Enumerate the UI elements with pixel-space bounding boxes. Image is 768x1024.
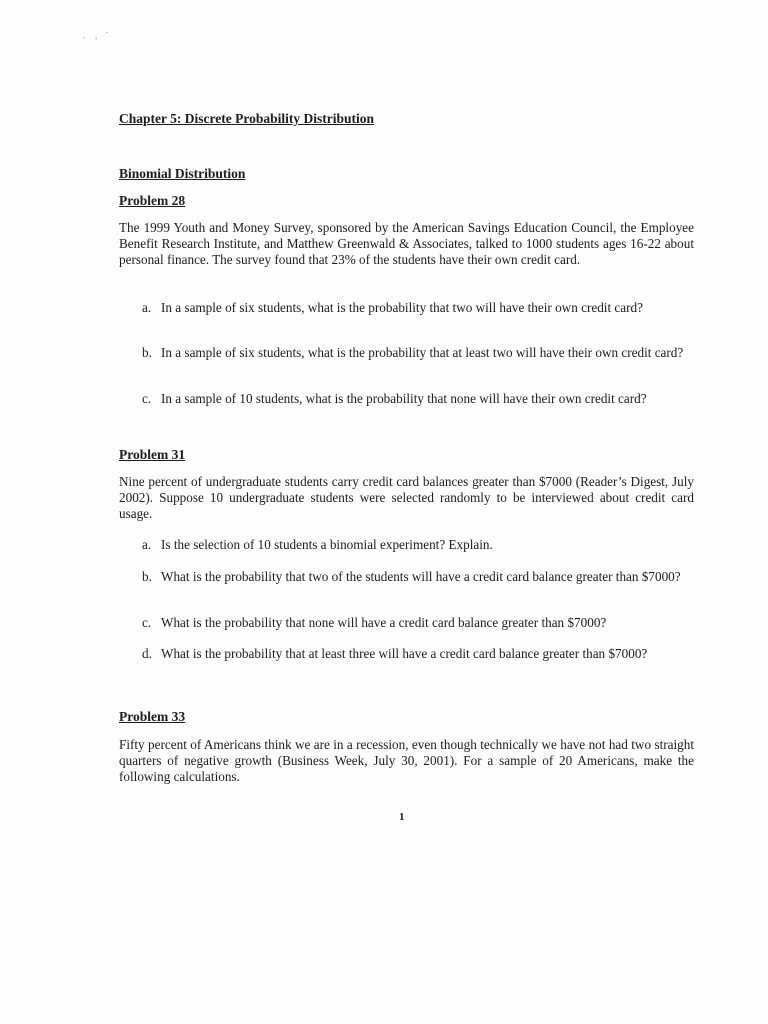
question-text: What is the probability that none will have a credit card balance greater than $7000?: [161, 615, 607, 630]
page-number: 1: [399, 811, 405, 823]
question-item: [142, 646, 694, 662]
question-text: What is the probability that at least three will have a credit card balance greater than $7000?: [161, 646, 648, 661]
question-item: [142, 615, 694, 631]
section-heading: Binomial Distribution: [119, 166, 246, 181]
question-item: [142, 569, 694, 585]
question-letter: d.: [142, 646, 152, 661]
problem-text: Fifty percent of Americans think we are in a recession, even though technically we have not had two straight quarters of negative growth (Business Week, July 30, 2001). For a sample of 20 Americans, make the following calculations.: [119, 737, 694, 784]
question-text: What is the probability that two of the students will have a credit card balance greater than $7000?: [161, 569, 681, 584]
question-text: In a sample of six students, what is the probability that two will have their own credit card?: [161, 300, 643, 315]
question-letter: a.: [142, 300, 152, 315]
question-item: [142, 300, 694, 316]
question-text: Is the selection of 10 students a binomial experiment? Explain.: [161, 537, 493, 552]
question-item: [142, 391, 694, 407]
question-letter: c.: [142, 615, 152, 630]
scan-speck: · ‚ ·: [81, 27, 113, 44]
question-text: In a sample of 10 students, what is the probability that none will have their own credit card?: [161, 391, 647, 406]
question-letter: b.: [142, 569, 152, 584]
chapter-title: Chapter 5: Discrete Probability Distribution: [119, 111, 374, 126]
question-letter: a.: [142, 537, 152, 552]
question-item: [142, 345, 694, 361]
question-letter: b.: [142, 345, 152, 360]
question-text: In a sample of six students, what is the probability that at least two will have their own credit card?: [161, 345, 684, 360]
problem-heading: Problem 31: [119, 447, 186, 462]
problem-text: Nine percent of undergraduate students carry credit card balances greater than $7000 (Reader’s Digest, July 2002). Suppose 10 undergraduate students were selected randomly to be interviewed about credit card usage.: [119, 474, 694, 521]
question-item: [142, 537, 694, 553]
problem-heading: Problem 28: [119, 193, 186, 208]
question-letter: c.: [142, 391, 152, 406]
problem-heading: Problem 33: [119, 709, 186, 724]
problem-text: The 1999 Youth and Money Survey, sponsored by the American Savings Education Council, the Employee Benefit Research Institute, and Matthew Greenwald & Associates, talked to 1000 students ages 16-22 about personal finance. The survey found that 23% of the students have their own credit card.: [119, 220, 694, 267]
